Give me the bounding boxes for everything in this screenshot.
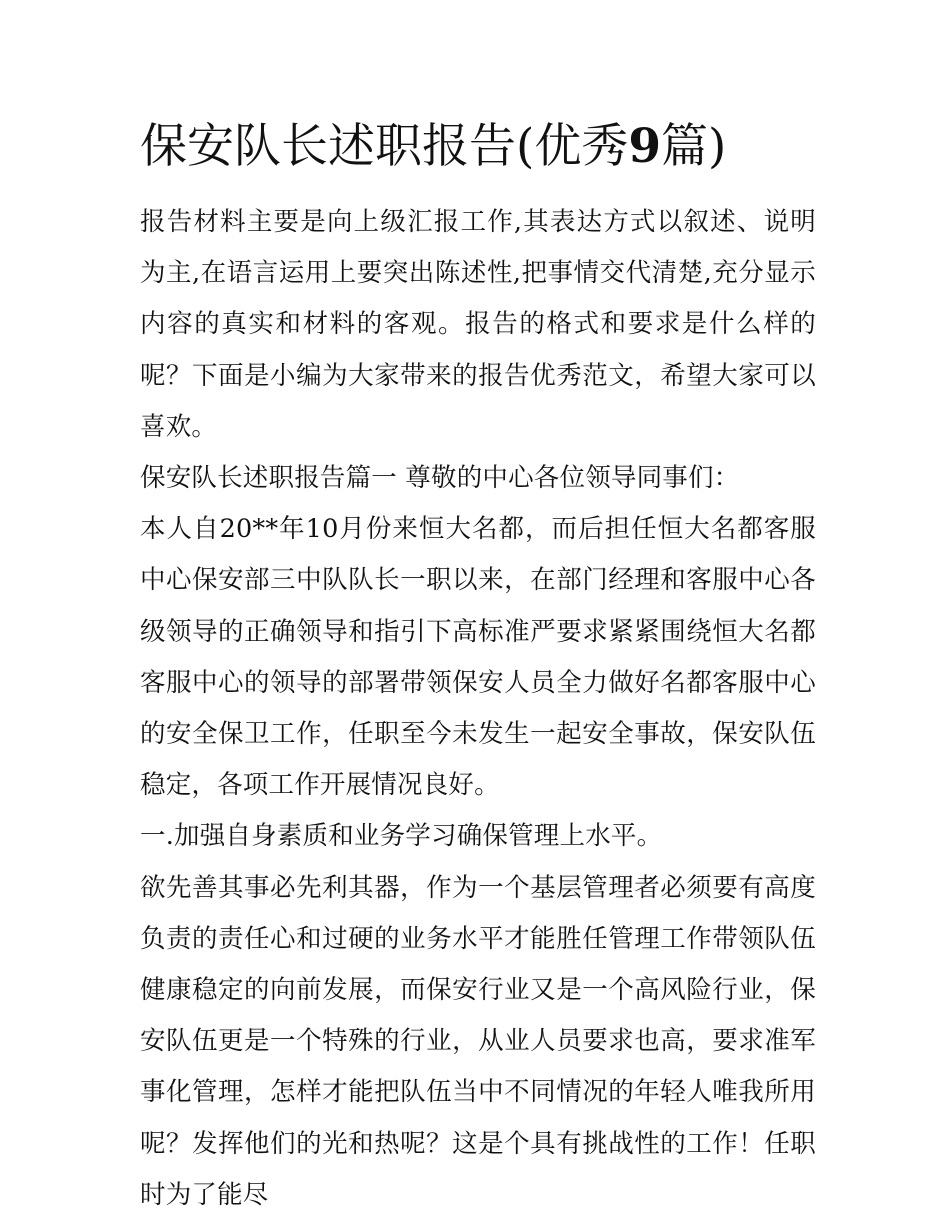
document-body [140,197,816,1221]
intro-paragraph: 报告材料主要是向上级汇报工作,其表达方式以叙述、说明为主,在语言运用上要突出陈述性,把事情交代清楚,充分显示内容的真实和材料的客观。报告的格式和要求是什么样的呢？下面是小编为大家带来的报告优秀范文，希望大家可以喜欢。 [140,207,816,442]
body-paragraph: 本人自20**年10月份来恒大名都，而后担任恒大名都客服中心保安部三中队队长一职以来，在部门经理和客服中心各级领导的正确领导和指引下高标准严要求紧紧围绕恒大名都客服中心的领导的部署带领保安人员全力做好名都客服中心的安全保卫工作，任职至今未发生一起安全事故，保安队伍稳定，各项工作开展情况良好。 [140,514,816,801]
document-title [140,112,726,182]
subsection-heading: 一.加强自身素质和业务学习确保管理上水平。 [140,821,663,852]
title-tail: 篇) [661,119,727,174]
title-main: 保安队长述职报告(优秀 [140,119,629,174]
title-number: 9 [628,119,662,174]
body-paragraph: 欲先善其事必先利其器，作为一个基层管理者必须要有高度负责的责任心和过硬的业务水平才能胜任管理工作带领队伍健康稳定的向前发展，而保安行业又是一个高风险行业，保安队伍更是一个特殊的行业，从业人员要求也高，要求准军事化管理，怎样才能把队伍当中不同情况的年轻人唯我所用呢？发挥他们的光和热呢？这是个具有挑战性的工作！任职时为了能尽 [140,872,816,1210]
section-heading-part-one: 保安队长述职报告篇一 尊敬的中心各位领导同事们： [140,463,740,494]
